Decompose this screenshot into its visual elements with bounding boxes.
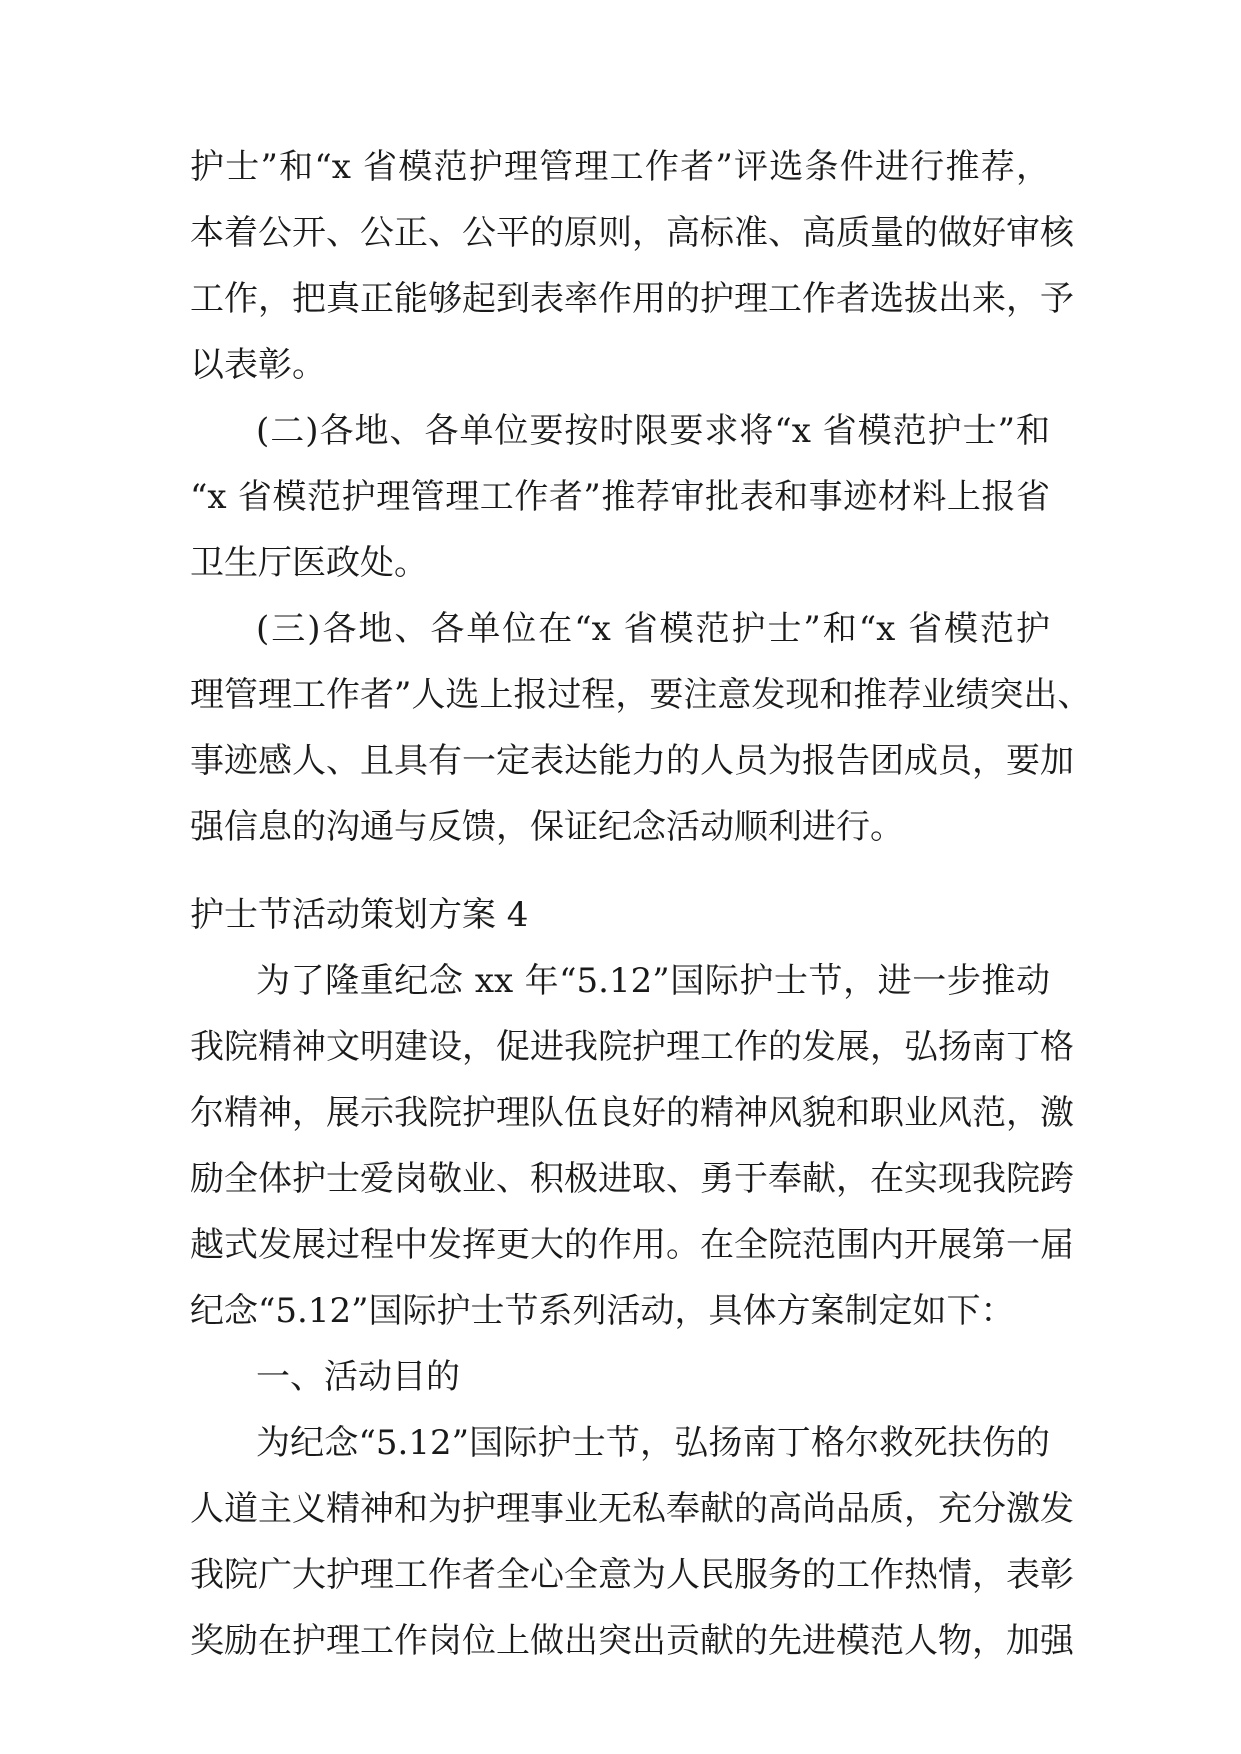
text-line: 为纪念“5.12”国际护士节，弘扬南丁格尔救死扶伤的 bbox=[256, 1423, 1050, 1463]
text-line: 事迹感人、且具有一定表达能力的人员为报告团成员，要加 bbox=[190, 741, 1074, 781]
text-line: 以表彰。 bbox=[190, 345, 326, 385]
text-line: (三)各地、各单位在“x 省模范护士”和“x 省模范护 bbox=[256, 609, 1050, 649]
text-line: 理管理工作者”人选上报过程，要注意发现和推荐业绩突出、 bbox=[190, 675, 1092, 715]
text-line: 纪念“5.12”国际护士节系列活动，具体方案制定如下： bbox=[190, 1291, 1015, 1331]
text-line: 我院精神文明建设，促进我院护理工作的发展，弘扬南丁格 bbox=[190, 1027, 1074, 1067]
text-line: 护士”和“x 省模范护理管理工作者”评选条件进行推荐， bbox=[190, 147, 1050, 187]
text-line: 强信息的沟通与反馈，保证纪念活动顺利进行。 bbox=[190, 807, 904, 847]
subsection-heading: 一、活动目的 bbox=[256, 1357, 460, 1397]
text-line: 卫生厅医政处。 bbox=[190, 543, 428, 583]
text-line: 为了隆重纪念 xx 年“5.12”国际护士节，进一步推动 bbox=[256, 961, 1050, 1001]
text-line: 工作，把真正能够起到表率作用的护理工作者选拔出来，予 bbox=[190, 279, 1074, 319]
text-line: 越式发展过程中发挥更大的作用。在全院范围内开展第一届 bbox=[190, 1225, 1074, 1265]
text-line: 励全体护士爱岗敬业、积极进取、勇于奉献，在实现我院跨 bbox=[190, 1159, 1074, 1199]
text-line: 本着公开、公正、公平的原则，高标准、高质量的做好审核 bbox=[190, 213, 1074, 253]
text-line: 我院广大护理工作者全心全意为人民服务的工作热情，表彰 bbox=[190, 1555, 1074, 1595]
text-line: (二)各地、各单位要按时限要求将“x 省模范护士”和 bbox=[256, 411, 1050, 451]
text-line: 人道主义精神和为护理事业无私奉献的高尚品质，充分激发 bbox=[190, 1489, 1074, 1529]
text-line: 奖励在护理工作岗位上做出突出贡献的先进模范人物，加强 bbox=[190, 1621, 1074, 1661]
text-line: 尔精神，展示我院护理队伍良好的精神风貌和职业风范，激 bbox=[190, 1093, 1074, 1133]
section-title: 护士节活动策划方案 4 bbox=[190, 895, 529, 935]
text-line: “x 省模范护理管理工作者”推荐审批表和事迹材料上报省 bbox=[190, 477, 1050, 517]
